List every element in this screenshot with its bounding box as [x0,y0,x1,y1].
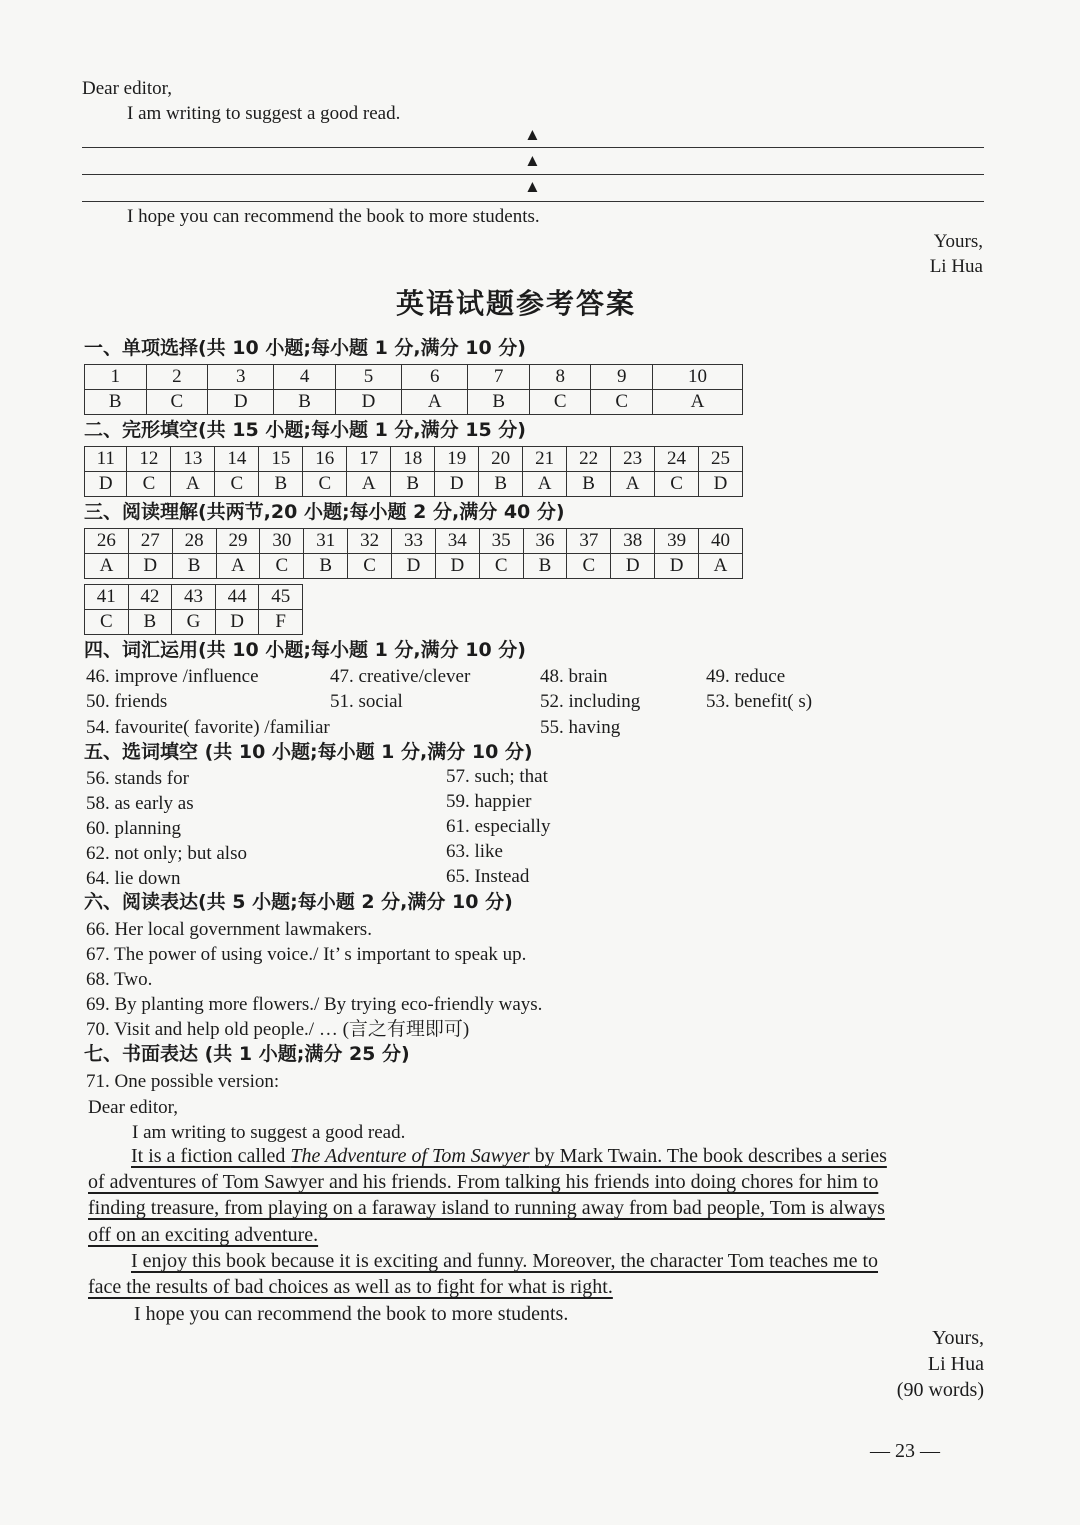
table-cell: 11 [85,447,127,472]
table-cell: 45 [259,585,303,610]
answer-59: 59. happier [446,791,532,812]
table-cell: 13 [171,447,215,472]
table-cell: 44 [215,585,259,610]
table-cell: 10 [653,365,743,390]
table-cell: B [85,390,147,415]
page-title: 英语试题参考答案 [396,287,637,320]
table-cell: 34 [435,529,479,554]
table-cell: 37 [567,529,611,554]
table-cell: G [172,610,216,635]
answer-68: 68. Two. [86,969,153,990]
table-cell: 43 [172,585,216,610]
table-cell: 8 [529,365,591,390]
table-cell: D [435,554,479,579]
table-cell: 16 [303,447,347,472]
table-cell: 29 [216,529,260,554]
essay-p1-post: by Mark Twain. The book describes a series [529,1145,887,1167]
table-cell: 36 [523,529,567,554]
writing-line-1 [82,147,984,148]
table-cell: A [85,554,129,579]
table-cell: 27 [128,529,172,554]
table-cell: B [468,390,530,415]
top-letter-signature: Li Hua [929,256,983,277]
table-cell: 19 [435,447,479,472]
table-cell: 17 [347,447,391,472]
table-cell: C [146,390,208,415]
table-cell: C [591,390,653,415]
section-6-heading: 六、阅读表达(共 5 小题;每小题 2 分,满分 10 分) [84,891,513,913]
table-cell: 38 [611,529,655,554]
answer-46: 46. improve /influence [86,666,259,687]
table-cell: D [435,472,479,497]
table-cell: 4 [274,365,336,390]
section-5-heading: 五、选词填空 (共 10 小题;每小题 1 分,满分 10 分) [84,741,533,763]
answer-69: 69. By planting more flowers./ By trying eco-friendly ways. [86,994,543,1015]
section-4-heading: 四、词汇运用(共 10 小题;每小题 1 分,满分 10 分) [84,639,526,661]
essay-closing: I hope you can recommend the book to more students. [134,1303,569,1325]
table-cell: C [567,554,611,579]
table-cell: 26 [85,529,129,554]
answer-63: 63. like [446,841,503,862]
word-count: (90 words) [896,1379,984,1401]
table-cell: A [347,472,391,497]
table-cell: 33 [392,529,436,554]
answer-54: 54. favourite( favorite) /familiar [86,717,330,738]
table-cell: 2 [146,365,208,390]
table-cell: 42 [128,585,172,610]
essay-p2-line2: face the results of bad choices as well as to fight for what is right. [88,1276,613,1298]
table-cell: 5 [335,365,401,390]
essay-p2-line1: I enjoy this book because it is exciting and funny. Moreover, the character Tom teaches me to [131,1250,879,1272]
essay-signature: Li Hua [927,1353,984,1375]
table-cell: 20 [479,447,523,472]
essay-signoff: Yours, [932,1327,984,1349]
table-cell: D [335,390,401,415]
table-cell: 28 [172,529,216,554]
answer-47: 47. creative/clever [330,666,471,687]
table-cell: C [215,472,259,497]
table-cell: D [392,554,436,579]
table-cell: A [171,472,215,497]
table-row-numbers [85,585,303,610]
answer-62: 62. not only; but also [86,843,247,864]
table-cell: 25 [699,447,743,472]
table-cell: 3 [208,365,274,390]
top-letter-greeting: Dear editor, [82,78,172,99]
table-cell: 21 [523,447,567,472]
table-cell: C [655,472,699,497]
table-cell: 18 [391,447,435,472]
table-cell: 12 [127,447,171,472]
table-cell: B [259,472,303,497]
answer-61: 61. especially [446,816,551,837]
section-1-answer-table [84,364,743,415]
answer-51: 51. social [330,691,403,712]
essay-p1-line4: off on an exciting adventure. [88,1224,319,1246]
table-cell: C [303,472,347,497]
writing-line-3 [82,201,984,202]
table-cell: A [699,554,743,579]
answer-49: 49. reduce [706,666,786,687]
table-cell: D [655,554,699,579]
table-cell: A [611,472,655,497]
table-cell: C [348,554,392,579]
table-row-numbers [85,447,743,472]
table-cell: C [260,554,304,579]
section-3-answer-table-2 [84,584,303,635]
table-cell: 39 [655,529,699,554]
table-cell: 1 [85,365,147,390]
table-cell: 14 [215,447,259,472]
table-cell: 41 [85,585,129,610]
answer-50: 50. friends [86,691,168,712]
top-letter-signoff: Yours, [933,231,983,252]
essay-intro: 71. One possible version: [86,1071,280,1092]
table-cell: 7 [468,365,530,390]
table-cell: 22 [567,447,611,472]
answer-66: 66. Her local government lawmakers. [86,919,372,940]
table-cell: D [128,554,172,579]
table-cell: 23 [611,447,655,472]
section-2-answer-table [84,446,743,497]
table-row-answers [85,610,303,635]
answer-48: 48. brain [540,666,608,687]
table-cell: C [479,554,523,579]
table-row-answers [85,554,743,579]
table-cell: 30 [260,529,304,554]
blank-mark-3: ▲ [524,177,541,196]
table-cell: D [215,610,259,635]
answer-53: 53. benefit( s) [706,691,813,712]
essay-p1-line3: finding treasure, from playing on a faraway island to running away from bad people, Tom is always [88,1197,885,1219]
table-cell: 31 [304,529,348,554]
page-number: — 23 — [870,1440,940,1462]
section-3-answer-table-1 [84,528,743,579]
top-letter-closing: I hope you can recommend the book to more students. [127,206,540,227]
table-row-numbers [85,365,743,390]
table-cell: B [274,390,336,415]
answer-55: 55. having [540,717,621,738]
book-title: The Adventure of Tom Sawyer [290,1145,530,1167]
essay-greeting: Dear editor, [88,1097,178,1118]
table-cell: C [127,472,171,497]
table-cell: D [699,472,743,497]
table-row-numbers [85,529,743,554]
table-cell: D [208,390,274,415]
table-row-answers [85,390,743,415]
section-1-heading: 一、单项选择(共 10 小题;每小题 1 分,满分 10 分) [84,337,526,359]
table-cell: B [304,554,348,579]
table-cell: A [523,472,567,497]
answer-64: 64. lie down [86,868,181,889]
table-cell: 35 [479,529,523,554]
answer-65: 65. Instead [446,866,530,887]
essay-p1-pre: It is a fiction called [131,1145,291,1167]
table-cell: F [259,610,303,635]
answer-58: 58. as early as [86,793,194,814]
table-cell: A [216,554,260,579]
table-cell: B [391,472,435,497]
table-cell: A [402,390,468,415]
answer-67: 67. The power of using voice./ It’ s important to speak up. [86,944,527,965]
answer-57: 57. such; that [446,766,548,787]
table-row-answers [85,472,743,497]
answer-56: 56. stands for [86,768,189,789]
table-cell: D [611,554,655,579]
table-cell: 6 [402,365,468,390]
table-cell: 24 [655,447,699,472]
table-cell: 15 [259,447,303,472]
table-cell: 40 [699,529,743,554]
table-cell: D [85,472,127,497]
section-3-heading: 三、阅读理解(共两节,20 小题;每小题 2 分,满分 40 分) [84,501,565,523]
blank-mark-1: ▲ [524,125,541,144]
answer-52: 52. including [540,691,641,712]
essay-opening: I am writing to suggest a good read. [132,1122,406,1143]
answer-60: 60. planning [86,818,181,839]
table-cell: C [529,390,591,415]
table-cell: B [479,472,523,497]
table-cell: B [172,554,216,579]
table-cell: 32 [348,529,392,554]
essay-p1-line1 [131,1144,887,1169]
top-letter-opening: I am writing to suggest a good read. [127,103,401,124]
section-2-heading: 二、完形填空(共 15 小题;每小题 1 分,满分 15 分) [84,419,526,441]
table-cell: B [128,610,172,635]
table-cell: C [85,610,129,635]
table-cell: A [653,390,743,415]
answer-70: 70. Visit and help old people./ … (言之有理即可) [86,1019,470,1040]
writing-line-2 [82,174,984,175]
table-cell: 9 [591,365,653,390]
section-7-heading: 七、书面表达 (共 1 小题;满分 25 分) [84,1043,410,1065]
table-cell: B [567,472,611,497]
blank-mark-2: ▲ [524,151,541,170]
table-cell: B [523,554,567,579]
essay-p1-line2: of adventures of Tom Sawyer and his friends. From talking his friends into doing chores for him to [88,1171,879,1193]
